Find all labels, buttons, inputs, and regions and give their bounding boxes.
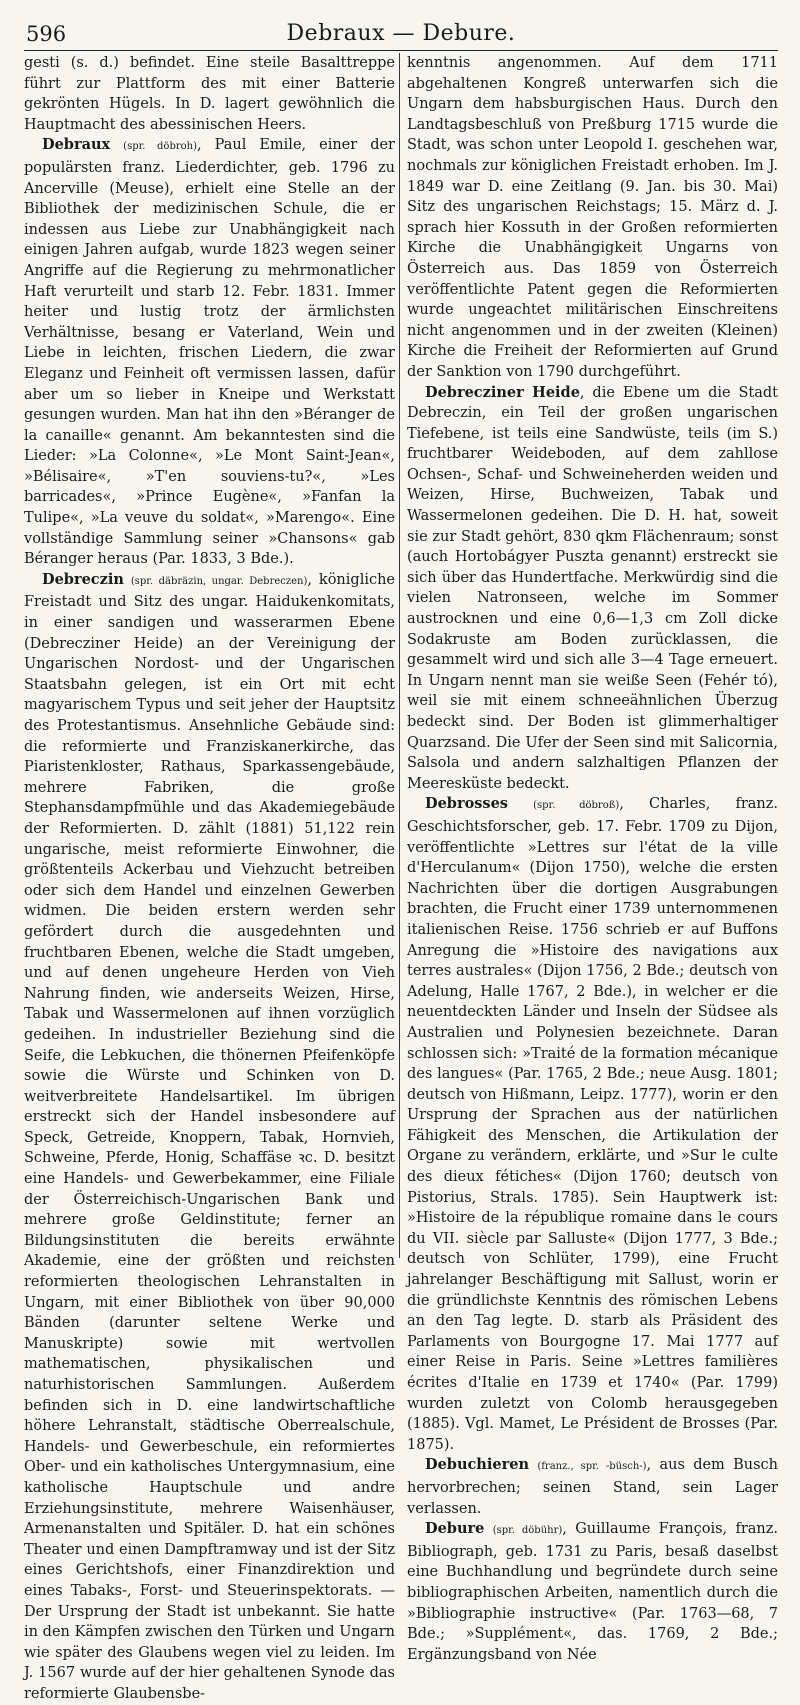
entry-text: , Guillaume François, franz. Bibliograph, geb. 1731 zu Paris, besaß daselbst eine Buchhandlung und begründete durch seine bibliographischen Arbeiten, namentlich durch die »Bibliographie instructive« (Par. 1763—68, 7 Bde.; »Supplément«, das. 1769, 2 Bde.; Ergänzungsband von Née — [407, 1521, 779, 1663]
entry-lemma: Debraux — [42, 136, 111, 154]
right-column — [407, 53, 779, 1663]
dictionary-entry — [24, 135, 395, 569]
entry-lemma: Debrosses — [425, 795, 508, 813]
entry-lemma: Debure — [425, 1520, 485, 1538]
entry-text: , Paul Emile, einer der populärsten franz. Liederdichter, geb. 1796 zu Ancerville (Meuse), erhielt eine Stelle an der Bibliothek der medizinischen Schule, die er indessen aus Liebe zur Unabhängigkeit nach einigen Jahren aufgab, wurde 1823 wegen seiner Angriffe auf die Regierung zu mehrmonatlicher Haft verurteilt und starb 12. Febr. 1831. Immer heiter und lustig trotz der ärmlichsten Verhältnisse, besang er Vaterland, Wein und Liebe in leichten, frischen Liedern, die zwar Eleganz und Feinheit oft vermissen lassen, dafür aber um so lieber in Kneipe und Werkstatt gesungen wurden. Man hat ihn den »Béranger de la canaille« genannt. Am bekanntesten sind die Lieder: »La Colonne«, »Le Mont Saint-Jean«, »Bélisaire«, »T'en souviens-tu?«, »Les barricades«, »Prince Eugène«, »Fanfan la Tulipe«, »La veuve du soldat«, »Marengo«. Eine vollständige Sammlung seiner »Chansons« gab Béranger heraus (Par. 1833, 3 Bde.). — [24, 137, 395, 568]
entry-text: , die Ebene um die Stadt Debreczin, ein Teil der großen ungarischen Tiefebene, ist teils eine Sandwüste, teils (im S.) fruchtbarer Weideboden, auf dem zahllose Ochsen-, Schaf- und Schweineherden weiden und Weizen, Hirse, Buchweizen, Tabak und Wassermelonen gedeihen. Die D. H. hat, soweit sie zur Stadt gehört, 830 qkm Flächenraum; sonst (auch Hortobágyer Puszta genannt) erstreckt sie sich über das Hundertfache. Merkwürdig sind die vielen Natronseen, welche im Sommer austrocknen und eine 0,6—1,3 cm Zoll dicke Sodakruste am Boden zurücklassen, die gesammelt wird und sich alle 3—4 Tage erneuert. In Ungarn nennt man sie weiße Seen (Fehér tó), weil sie mit einem schneeähnlichen Überzug bedeckt sind. Der Boden ist glimmerhaltiger Quarzsand. Die Ufer der Seen sind mit Salicornia, Salsola und andern salzhaltigen Pflanzen der Meeresküste bedeckt. — [407, 384, 778, 792]
dictionary-entry — [407, 383, 778, 795]
dictionary-entry — [24, 570, 395, 1705]
entry-pronunciation: (spr. döbühr) — [492, 1525, 563, 1537]
entry-pronunciation: (franz., spr. -büsch-) — [537, 1461, 647, 1473]
entry-lemma: Debreczin — [42, 570, 124, 588]
entry-pronunciation: (spr. döbroß) — [533, 800, 620, 812]
text-columns — [24, 53, 779, 1702]
entry-pronunciation: (spr. däbräzin, ungar. Debreczen) — [130, 575, 308, 587]
entry-text: , aus dem Busch hervorbrechen; seinen Stand, sein Lager verlassen. — [407, 1457, 779, 1517]
left-column — [24, 53, 396, 1702]
entry-text: kenntnis angenommen. Auf dem 1711 abgehaltenen Kongreß unterwarfen sich die Ungarn dem habsburgischen Haus. Durch den Landtagsbeschluß von Preßburg 1715 wurde die Stadt, was schon unter Leopold I. geschehen war, nochmals zur königlichen Freistadt erhoben. Im J. 1849 war D. eine Zeitlang (9. Jan. bis 30. Mai) Sitz des ungarischen Reichstags; 15. März d. J. sprach hier Kossuth in der Großen reformierten Kirche die Unabhängigkeit Ungarns von Österreich aus. Das 1859 von Österreich veröffentlichte Patent gegen die Reformierten wurde ungeachtet militärischen Einschreitens nicht angenommen und in der zweiten (Kleinen) Kirche die Freiheit der Reformierten auf Grund der Sanktion von 1790 durchgeführt. — [407, 55, 778, 380]
dictionary-entry — [407, 794, 778, 1455]
column-divider — [399, 53, 400, 1258]
entry-text: gesti (s. d.) befindet. Eine steile Basalttreppe führt zur Plattform des mit einer Batterie gekrönten Hügels. In D. lagert gewöhnlich die Hauptmacht des abessinischen Heers. — [24, 55, 395, 133]
dictionary-entry — [24, 53, 395, 135]
entry-text: , Charles, franz. Geschichtsforscher, geb. 17. Febr. 1709 zu Dijon, veröffentlichte »Lettres sur l'état de la ville d'Herculanum« (Dijon 1750), welche die ersten Nachrichten über die dortigen Ausgrabungen brachten, die Frucht einer 1739 unternommenen italienischen Reise. 1756 schrieb er auf Buffons Anregung die »Histoire des navigations aux terres australes« (Dijon 1756, 2 Bde.; deutsch von Adelung, Halle 1767, 2 Bde.), in welcher er die neuentdeckten Länder und Inseln der Südsee als Australien und Polynesien bezeichnete. Daran schlossen sich: »Traité de la formation mécanique des langues« (Par. 1765, 2 Bde.; neue Ausg. 1801; deutsch von Hißmann, Leipz. 1777), worin er den Ursprung der Sprachen aus der natürlichen Fähigkeit des Menschen, die Artikulation der Organe zu verändern, erklärte, und »Sur le culte des dieux fétiches« (Dijon 1760; deutsch von Pistorius, Strals. 1785). Sein Hauptwerk ist: »Histoire de la république romaine dans le cours du VII. siècle par Salluste« (Dijon 1777, 3 Bde.; deutsch von Schlüter, 1799), eine Frucht jahrelanger Beschäftigung mit Sallust, worin er die gründlichste Kenntnis des römischen Lebens an den Tag legte. D. starb als Präsident des Parlaments von Bourgogne 17. Mai 1777 auf einer Reise in Paris. Seine »Lettres familières écrites d'Italie en 1739 et 1740« (Par. 1799) wurden zuletzt von Colomb herausgegeben (1885). Vgl. Mamet, Le Président de Brosses (Par. 1875). — [407, 796, 778, 1453]
dictionary-entry — [407, 53, 778, 383]
dictionary-entry — [407, 1455, 778, 1519]
entry-lemma: Debuchieren — [425, 1456, 529, 1474]
page-number: 596 — [26, 22, 67, 46]
entry-text: , königliche Freistadt und Sitz des ungar. Haidukenkomitats, in einer sandigen und wasserarmen Ebene (Debrecziner Heide) an der Vereinigung der Ungarischen Nordost- und der Ungarischen Staatsbahn gelegen, ist ein Ort mit echt magyarischem Typus und seit jeher der Hauptsitz des Protestantismus. Ansehnliche Gebäude sind: die reformierte und Franziskanerkirche, das Piaristenkloster, Rathaus, Sparkassengebäude, mehrere Fabriken, die große Stephansdampfmühle und das Akademiegebäude der Reformierten. D. zählt (1881) 51,122 rein ungarische, meist reformierte Einwohner, die größtenteils Ackerbau und Viehzucht betreiben oder sich dem Handel und einzelnen Gewerben widmen. Die beiden erstern werden sehr gefördert durch die ausgedehnten und fruchtbaren Ebenen, welche die Stadt umgeben, und auf denen ungeheure Herden von Vieh Nahrung finden, wie anderseits Weizen, Hirse, Tabak und Wassermelonen auf ihnen vorzüglich gedeihen. In industrieller Beziehung sind die Seife, die Lebkuchen, die thönernen Pfeifenköpfe sowie die Würste und Schinken von D. weitverbreitete Handelsartikel. Im übrigen erstreckt sich der Handel insbesondere auf Speck, Getreide, Knoppern, Tabak, Hornvieh, Schweine, Pferde, Honig, Schaffäse ꝛc. D. besitzt eine Handels- und Gewerbekammer, eine Filiale der Österreichisch-Ungarischen Bank und mehrere große Geldinstitute; ferner an Bildungsinstituten die bereits erwähnte Akademie, eine der größten und reichsten reformierten theologischen Lehranstalten in Ungarn, mit einer Bibliothek von über 90,000 Bänden (darunter seltene Werke und Manuskripte) sowie mit wertvollen mathematischen, physikalischen und naturhistorischen Sammlungen. Außerdem befinden sich in D. eine landwirtschaftliche höhere Lehranstalt, städtische Oberrealschule, Handels- und Gewerbeschule, ein reformiertes Ober- und ein katholisches Untergymnasium, eine katholische Hauptschule und andre Erziehungsinstitute, mehrere Waisenhäuser, Armenanstalten und Spitäler. D. hat ein schönes Theater und einen Dampftramway und ist der Sitz eines Gerichtshofs, einer Finanzdirektion und eines Tabaks-, Forst- und Steuerinspektorats. — Der Ursprung der Stadt ist unbekannt. Sie hatte in den Kämpfen zwischen den Türken und Ungarn wie später des Glaubens wegen viel zu leiden. Im J. 1567 wurde auf der hier gehaltenen Synode das reformierte Glaubensbe- — [24, 571, 396, 1702]
page-header — [24, 10, 778, 51]
entry-lemma: Debrecziner Heide — [425, 383, 580, 401]
running-head: Debraux — Debure. — [286, 21, 516, 46]
dictionary-entry — [407, 1519, 778, 1665]
entry-pronunciation: (spr. döbroh) — [123, 141, 197, 153]
